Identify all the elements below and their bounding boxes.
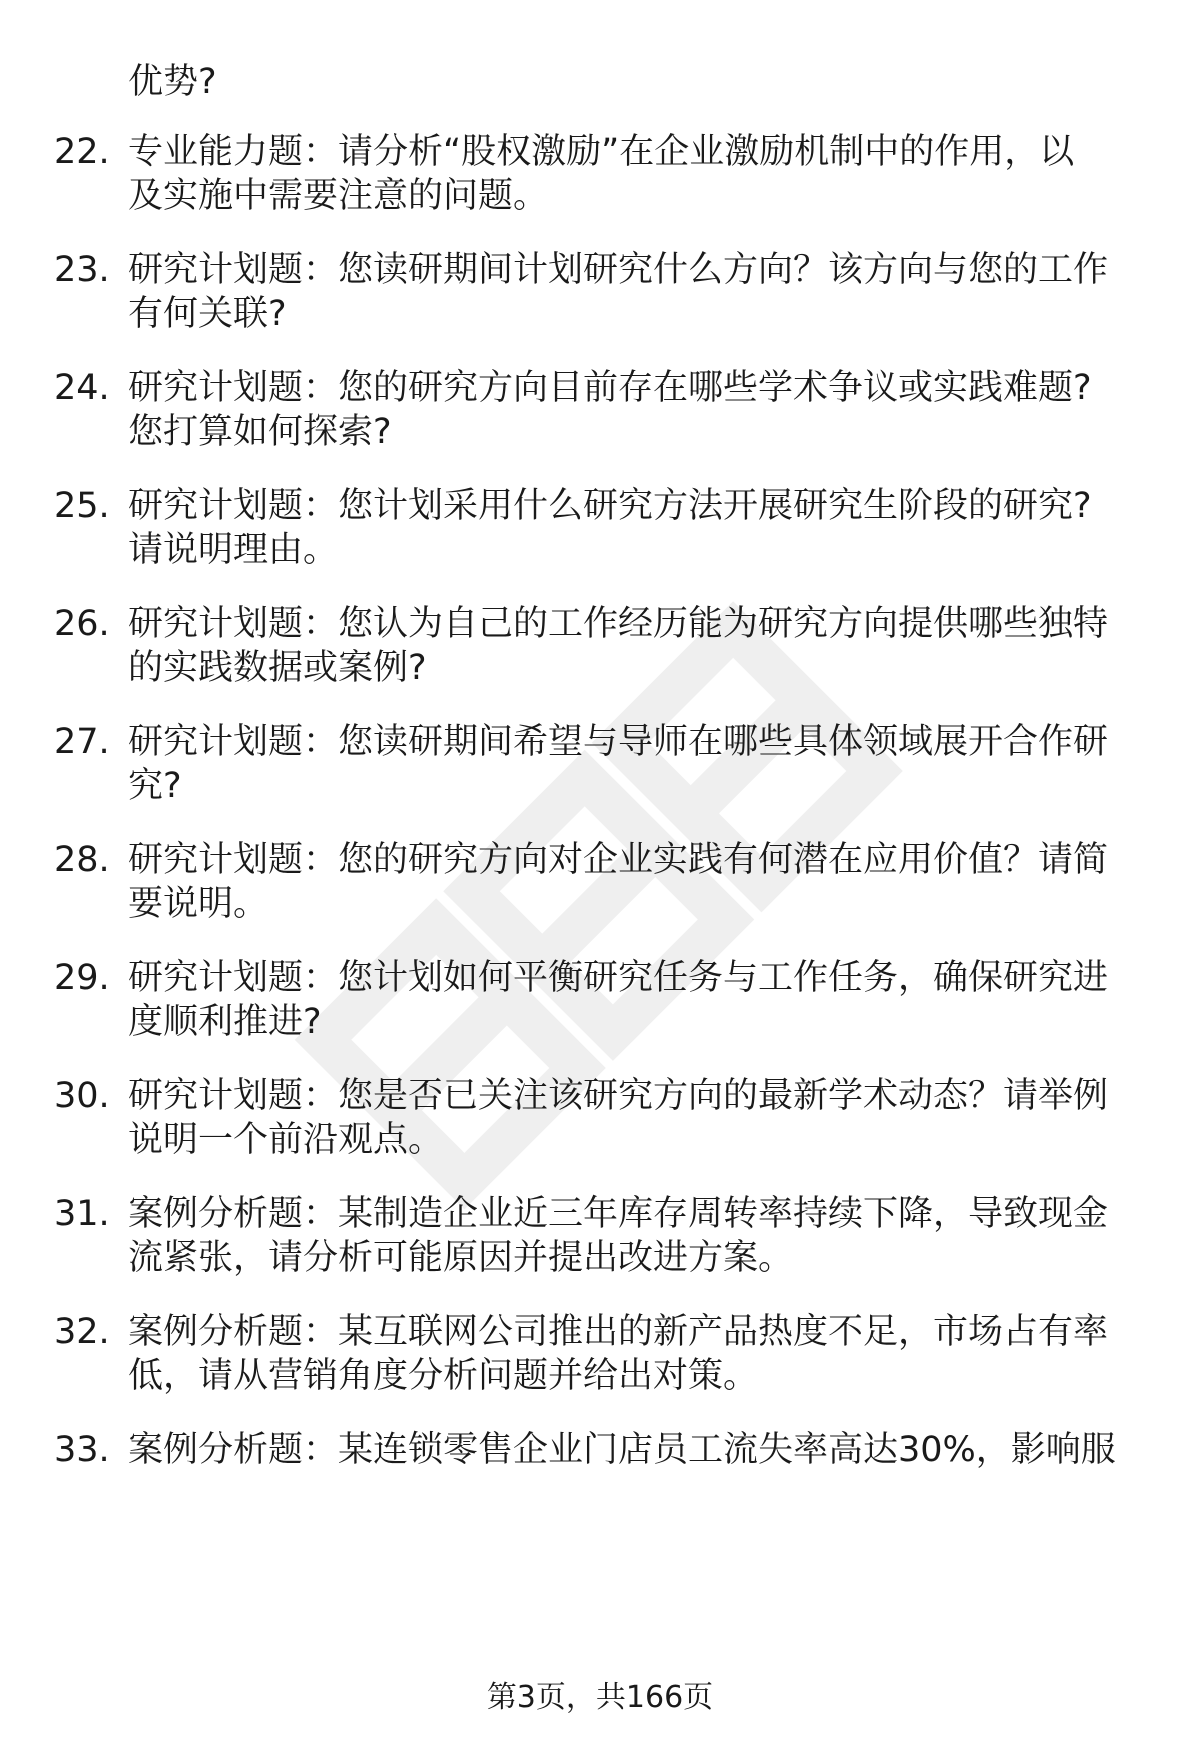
item-text-line: 您打算如何探索?	[128, 412, 392, 452]
item-text-line: 要说明。	[128, 884, 269, 924]
item-text-line: 案例分析题：某连锁零售企业门店员工流失率高达30%，影响服	[128, 1430, 1116, 1470]
item-number: 22.	[54, 132, 110, 172]
item-text-line: 度顺利推进?	[128, 1002, 322, 1042]
item-text-line: 研究计划题：您读研期间计划研究什么方向？该方向与您的工作	[128, 250, 1109, 290]
item-number: 25.	[54, 486, 110, 526]
item-number: 33.	[54, 1430, 110, 1470]
item-text-line: 案例分析题：某制造企业近三年库存周转率持续下降，导致现金	[128, 1194, 1109, 1234]
item-text-line: 研究计划题：您的研究方向对企业实践有何潜在应用价值？请简	[128, 840, 1109, 880]
item-text-line: 说明一个前沿观点。	[128, 1120, 444, 1160]
item-text-line: 研究计划题：您是否已关注该研究方向的最新学术动态？请举例	[128, 1076, 1109, 1116]
item-number: 24.	[54, 368, 110, 408]
item-text-line: 研究计划题：您读研期间希望与导师在哪些具体领域展开合作研	[128, 722, 1109, 762]
item-text-line: 研究计划题：您的研究方向目前存在哪些学术争议或实践难题?	[128, 368, 1092, 408]
item-number: 26.	[54, 604, 110, 644]
item-number: 30.	[54, 1076, 110, 1116]
item-text-line: 研究计划题：您计划采用什么研究方法开展研究生阶段的研究?	[128, 486, 1092, 526]
item-number: 28.	[54, 840, 110, 880]
item-number: 31.	[54, 1194, 110, 1234]
item-text-line: 研究计划题：您认为自己的工作经历能为研究方向提供哪些独特	[128, 604, 1109, 644]
item-number: 32.	[54, 1312, 110, 1352]
item-number: 23.	[54, 250, 110, 290]
page-footer: 第3页，共166页	[486, 1680, 714, 1715]
item-text-line: 究?	[128, 766, 182, 806]
item-text-line: 低，请从营销角度分析问题并给出对策。	[128, 1356, 759, 1396]
item-text-line: 及实施中需要注意的问题。	[128, 176, 549, 216]
item-text-line: 研究计划题：您计划如何平衡研究任务与工作任务，确保研究进	[128, 958, 1109, 998]
item-number: 27.	[54, 722, 110, 762]
item-text-line: 有何关联?	[128, 294, 287, 334]
item-text-line: 案例分析题：某互联网公司推出的新产品热度不足，市场占有率	[128, 1312, 1109, 1352]
item-text-line: 请说明理由。	[128, 530, 339, 570]
item-text-line: 的实践数据或案例?	[128, 648, 427, 688]
continuation-line: 优势?	[128, 62, 217, 102]
item-number: 29.	[54, 958, 110, 998]
item-text-line: 流紧张，请分析可能原因并提出改进方案。	[128, 1238, 794, 1278]
item-text-line: 专业能力题：请分析“股权激励”在企业激励机制中的作用，以	[128, 132, 1075, 172]
